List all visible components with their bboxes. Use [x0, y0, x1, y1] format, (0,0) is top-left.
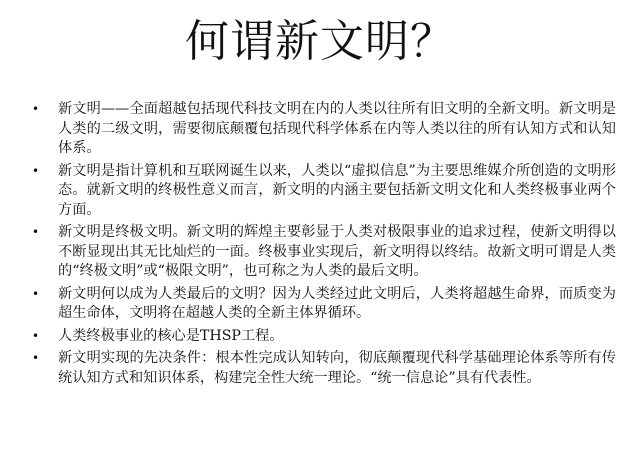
bullet-item: [30, 100, 616, 159]
bullet-text: 新文明何以成为人类最后的文明？因为人类经过此文明后，人类将超越生命界，而质变为超生命体，文明将在超越人类的全新主体界循环。: [58, 285, 616, 321]
bullet-list: [30, 100, 616, 391]
bullet-text: 新文明实现的先决条件：根本性完成认知转向，彻底颠覆现代科学基础理论体系等所有传统认知方式和知识体系，构建完全性大统一理论。“统一信息论”具有代表性。: [58, 350, 616, 386]
bullet-item: [30, 223, 616, 282]
bullet-marker: •: [32, 102, 40, 116]
bullet-marker: •: [32, 286, 40, 301]
bullet-marker: •: [32, 328, 40, 343]
bullet-item: [30, 285, 616, 324]
bullet-marker: •: [32, 163, 40, 178]
bullet-text: 新文明是指计算机和互联网诞生以来，人类以“虚拟信息”为主要思维媒介所创造的文明形态。就新文明的终极性意义而言，新文明的内涵主要包括新文明文化和人类终极事业两个方面。: [58, 162, 616, 218]
bullet-text: 人类终极事业的核心是THSP工程。: [58, 327, 284, 344]
bullet-marker: •: [32, 351, 40, 365]
bullet-text: 新文明是终极文明。新文明的辉煌主要彰显于人类对极限事业的追求过程，使新文明得以不断显现出其无比灿烂的一面。终极事业实现后，新文明得以终结。故新文明可谓是人类的“终极文明”或“极限文明”，也可称之为人类的最后文明。: [58, 224, 616, 279]
bullet-item: [30, 162, 616, 221]
bullet-item: [30, 349, 616, 388]
bullet-item: [30, 327, 616, 347]
slide-title: 何谓新文明？: [185, 16, 455, 67]
bullet-text: 新文明——全面超越包括现代科技文明在内的人类以往所有旧文明的全新文明。新文明是人类的二级文明，需要彻底颠覆包括现代科学体系在内等人类以往的所有认知方式和认知体系。: [58, 101, 616, 156]
bullet-marker: •: [32, 225, 40, 239]
